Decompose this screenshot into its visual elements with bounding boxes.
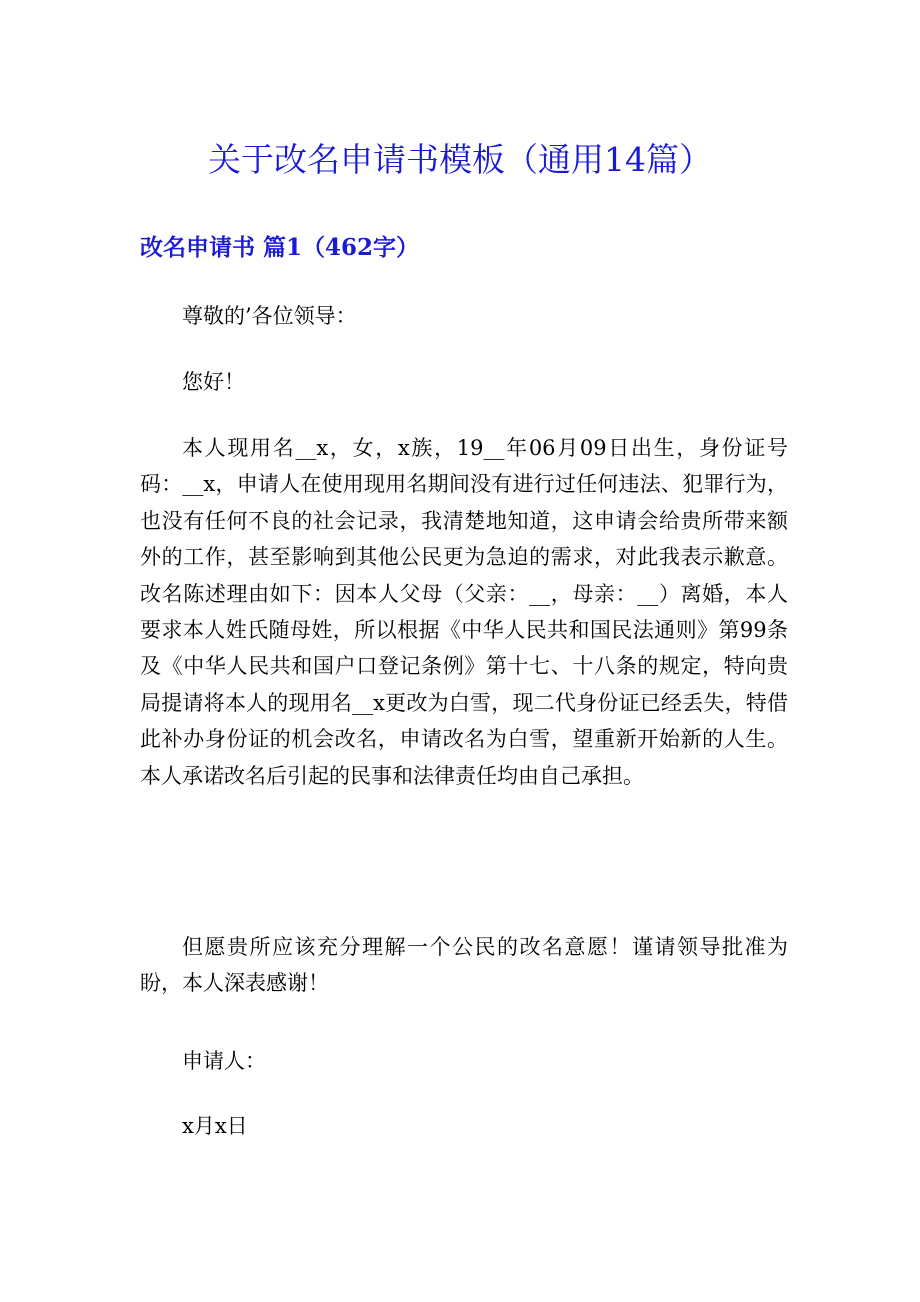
body-paragraph: 本人现用名__x，女，x族，19__年06月09日出生，身份证号码：__x，申请人在使用现用名期间没有进行过任何违法、犯罪行为，也没有任何不良的社会记录，我清楚地知道，这申请会给贵所带来额外的工作，甚至影响到其他公民更为急迫的需求，对此我表示歉意。改名陈述理由如下：因本人父母（父亲：__，母亲：__）离婚，本人要求本人姓氏随母姓，所以根据《中华人民共和国民法通则》第99条及《中华人民共和国户口登记条例》第十七、十八条的规定，特向贵局提请将本人的现用名__x更改为白雪，现二代身份证已经丢失，特借此补办身份证的机会改名，申请改名为白雪，望重新开始新的人生。本人承诺改名后引起的民事和法律责任均由自己承担。 <box>140 436 788 788</box>
closing-paragraph: 但愿贵所应该充分理解一个公民的改名意愿！谨请领导批准为盼，本人深表感谢！ <box>140 935 788 996</box>
date-line: x月x日 <box>182 1114 248 1138</box>
greeting: 您好！ <box>182 370 245 394</box>
applicant-line: 申请人： <box>182 1049 266 1073</box>
salutation: 尊敬的’各位领导： <box>182 304 357 328</box>
document-title: 关于改名申请书模板（通用14篇） <box>208 140 712 179</box>
section-heading: 改名申请书 篇1（462字） <box>140 234 420 261</box>
